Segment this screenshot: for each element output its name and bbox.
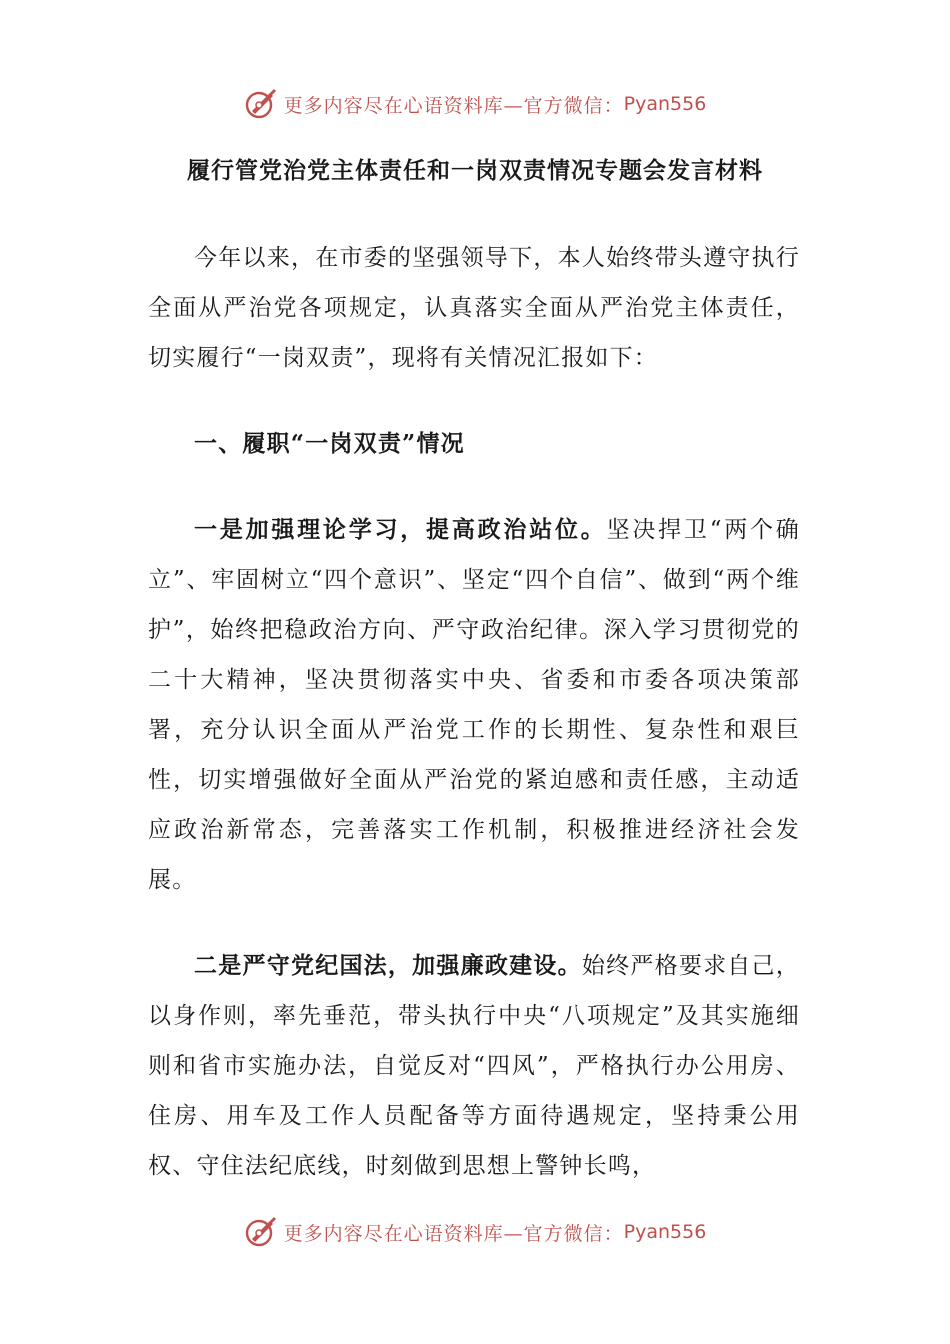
quill-seal-icon: [244, 87, 278, 121]
quill-seal-icon: [244, 1215, 278, 1249]
watermark-wechat-id: Pyan556: [623, 93, 707, 115]
document-body: [148, 233, 800, 1191]
watermark-text: 更多内容尽在心语资料库—官方微信：: [283, 94, 624, 117]
item-lead-1: 一是加强理论学习，提高政治站位。: [194, 516, 607, 543]
item-body-1: 坚决捍卫“两个确立”、牢固树立“四个意识”、坚定“四个自信”、做到“两个维护”，始终把稳政治方向、严守政治纪律。深入学习贯彻党的二十大精神，坚决贯彻落实中央、省委和市委各项决策部署，充分认识全面从严治党工作的长期性、复杂性和艰巨性，切实增强做好全面从严治党的紧迫感和责任感，主动适应政治新常态，完善落实工作机制，积极推进经济社会发展。: [148, 517, 801, 893]
item-paragraph-1: [148, 505, 800, 905]
item-body-2: 始终严格要求自己，以身作则，率先垂范，带头执行中央“八项规定”及其实施细则和省市实施办法，自觉反对“四风”，严格执行办公用房、住房、用车及工作人员配备等方面待遇规定，坚持秉公用权、守住法纪底线，时刻做到思想上警钟长鸣，: [148, 953, 800, 1179]
watermark-footer: [0, 1212, 950, 1252]
document-title: 履行管党治党主体责任和一岗双责情况专题会发言材料: [187, 157, 763, 184]
watermark-text: 更多内容尽在心语资料库—官方微信：: [283, 1222, 624, 1245]
watermark-header: [0, 84, 950, 124]
section-heading-1: 一、履职“一岗双责”情况: [194, 430, 465, 457]
item-paragraph-2: [148, 941, 800, 1191]
item-lead-2: 二是严守党纪国法，加强廉政建设。: [194, 952, 582, 979]
watermark-wechat-id: Pyan556: [623, 1221, 707, 1243]
intro-paragraph: 今年以来，在市委的坚强领导下，本人始终带头遵守执行全面从严治党各项规定，认真落实全面从严治党主体责任，切实履行“一岗双责”，现将有关情况汇报如下：: [148, 245, 800, 371]
